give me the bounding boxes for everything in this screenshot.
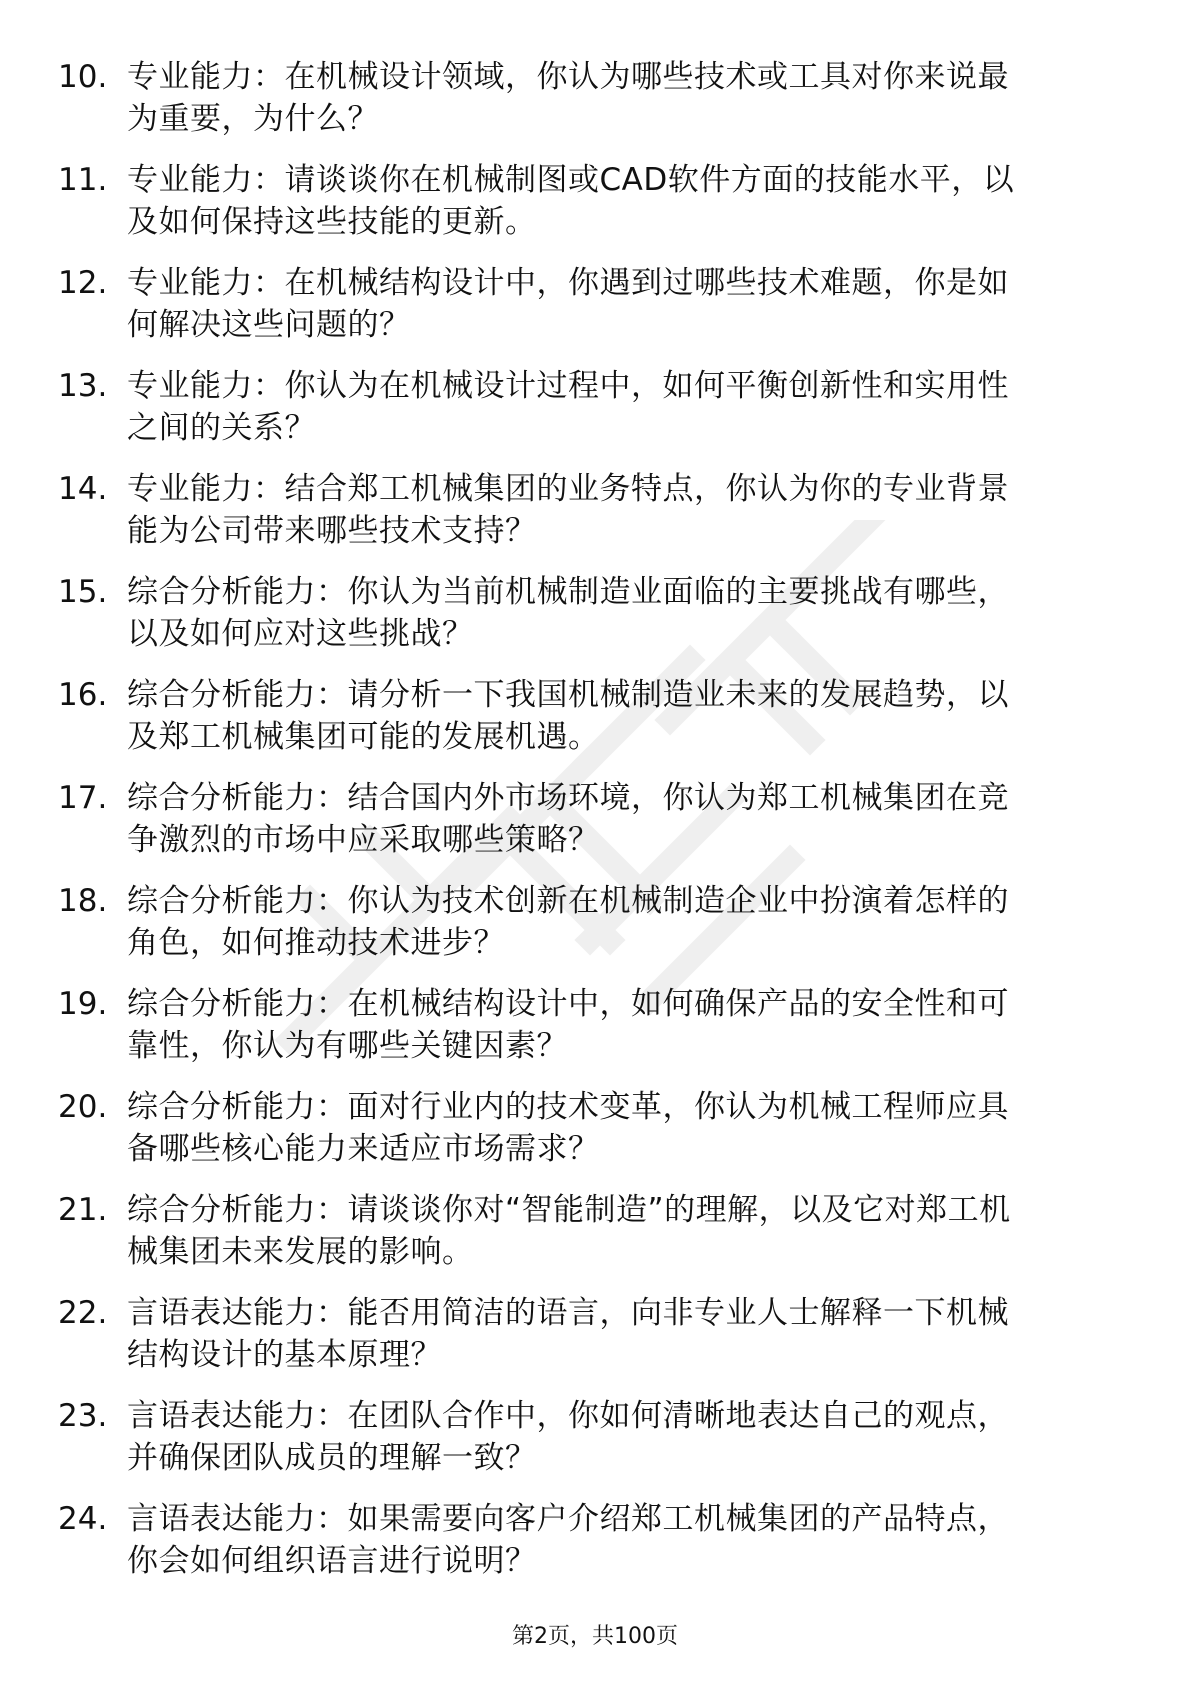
question-text-line-2: 能为公司带来哪些技术支持？ bbox=[127, 513, 537, 549]
question-number: 20. bbox=[58, 1089, 108, 1125]
question-number: 18. bbox=[58, 883, 108, 919]
question-item bbox=[0, 50, 1190, 148]
question-text-line-1: 专业能力：结合郑工机械集团的业务特点，你认为你的专业背景 bbox=[127, 471, 1009, 507]
question-number: 22. bbox=[58, 1295, 108, 1331]
question-number: 11. bbox=[58, 162, 108, 198]
question-item bbox=[0, 256, 1190, 354]
question-text-line-2: 为重要，为什么？ bbox=[127, 101, 379, 137]
question-number: 12. bbox=[58, 265, 108, 301]
question-item bbox=[0, 771, 1190, 869]
question-item bbox=[0, 359, 1190, 457]
question-item bbox=[0, 1183, 1190, 1281]
question-text-line-2: 及郑工机械集团可能的发展机遇。 bbox=[127, 719, 600, 755]
question-number: 23. bbox=[58, 1398, 108, 1434]
question-item bbox=[0, 1286, 1190, 1384]
question-text-line-2: 及如何保持这些技能的更新。 bbox=[127, 204, 537, 240]
question-item bbox=[0, 1492, 1190, 1590]
question-number: 17. bbox=[58, 780, 108, 816]
question-text-line-1: 综合分析能力：你认为当前机械制造业面临的主要挑战有哪些， bbox=[127, 574, 1009, 610]
question-item bbox=[0, 565, 1190, 663]
question-text-line-1: 言语表达能力：在团队合作中，你如何清晰地表达自己的观点， bbox=[127, 1398, 1009, 1434]
question-text-line-2: 以及如何应对这些挑战？ bbox=[127, 616, 474, 652]
question-text-line-2: 角色，如何推动技术进步？ bbox=[127, 925, 505, 961]
question-text-line-2: 械集团未来发展的影响。 bbox=[127, 1234, 474, 1270]
question-text-line-1: 言语表达能力：能否用简洁的语言，向非专业人士解释一下机械 bbox=[127, 1295, 1009, 1331]
question-list bbox=[0, 50, 1190, 1595]
question-text-line-2: 你会如何组织语言进行说明？ bbox=[127, 1543, 537, 1579]
question-text-line-1: 综合分析能力：在机械结构设计中，如何确保产品的安全性和可 bbox=[127, 986, 1009, 1022]
question-number: 24. bbox=[58, 1501, 108, 1537]
question-text-line-2: 结构设计的基本原理？ bbox=[127, 1337, 442, 1373]
question-text-line-2: 之间的关系？ bbox=[127, 410, 316, 446]
question-text-line-2: 争激烈的市场中应采取哪些策略？ bbox=[127, 822, 600, 858]
question-text-line-1: 专业能力：在机械结构设计中，你遇到过哪些技术难题，你是如 bbox=[127, 265, 1009, 301]
question-text-line-1: 综合分析能力：请谈谈你对“智能制造”的理解，以及它对郑工机 bbox=[127, 1192, 1011, 1228]
question-number: 10. bbox=[58, 59, 108, 95]
question-number: 19. bbox=[58, 986, 108, 1022]
question-item bbox=[0, 977, 1190, 1075]
question-number: 15. bbox=[58, 574, 108, 610]
question-text-line-1: 综合分析能力：结合国内外市场环境，你认为郑工机械集团在竞 bbox=[127, 780, 1009, 816]
question-text-line-1: 综合分析能力：请分析一下我国机械制造业未来的发展趋势，以 bbox=[127, 677, 1009, 713]
question-text-line-1: 专业能力：在机械设计领域，你认为哪些技术或工具对你来说最 bbox=[127, 59, 1009, 95]
question-text-line-2: 备哪些核心能力来适应市场需求？ bbox=[127, 1131, 600, 1167]
question-text-line-2: 何解决这些问题的？ bbox=[127, 307, 411, 343]
page-number: 第2页，共100页 bbox=[512, 1624, 678, 1649]
question-text-line-2: 靠性，你认为有哪些关键因素？ bbox=[127, 1028, 568, 1064]
question-text-line-1: 言语表达能力：如果需要向客户介绍郑工机械集团的产品特点， bbox=[127, 1501, 1009, 1537]
question-item bbox=[0, 668, 1190, 766]
question-item bbox=[0, 1389, 1190, 1487]
question-number: 13. bbox=[58, 368, 108, 404]
question-text-line-2: 并确保团队成员的理解一致？ bbox=[127, 1440, 537, 1476]
question-number: 21. bbox=[58, 1192, 108, 1228]
question-item bbox=[0, 153, 1190, 251]
question-text-line-1: 综合分析能力：你认为技术创新在机械制造企业中扮演着怎样的 bbox=[127, 883, 1009, 919]
question-text-line-1: 专业能力：你认为在机械设计过程中，如何平衡创新性和实用性 bbox=[127, 368, 1009, 404]
question-number: 14. bbox=[58, 471, 108, 507]
question-item bbox=[0, 874, 1190, 972]
question-text-line-1: 专业能力：请谈谈你在机械制图或CAD软件方面的技能水平，以 bbox=[127, 162, 1015, 198]
question-item bbox=[0, 462, 1190, 560]
question-number: 16. bbox=[58, 677, 108, 713]
question-item bbox=[0, 1080, 1190, 1178]
question-text-line-1: 综合分析能力：面对行业内的技术变革，你认为机械工程师应具 bbox=[127, 1089, 1009, 1125]
